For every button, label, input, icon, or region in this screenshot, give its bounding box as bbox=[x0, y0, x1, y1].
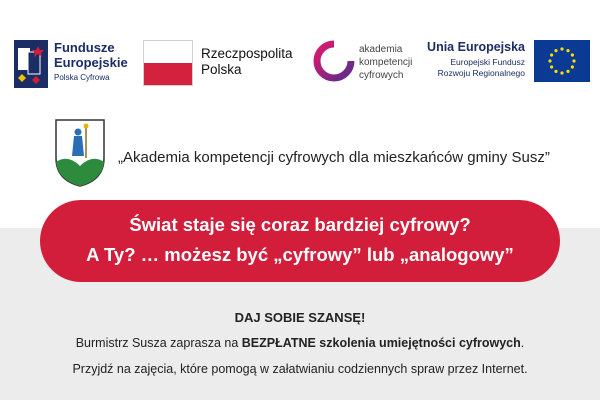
invitation-post: . bbox=[520, 336, 525, 350]
fundusze-line1: Fundusze bbox=[54, 40, 115, 55]
invitation-pre: Burmistrz Susza zaprasza na bbox=[75, 336, 242, 350]
akademia-line1: akademia bbox=[359, 44, 403, 55]
susz-coat-of-arms-icon bbox=[54, 118, 106, 188]
unia-line3: Rozwoju Regionalnego bbox=[437, 68, 525, 78]
fundusze-line2: Europejskie bbox=[54, 55, 128, 70]
purpose-line: Przyjdź na zajęcia, które pomogą w załatwianiu codziennych spraw przez Internet. bbox=[72, 362, 528, 376]
akademia-line3: cyfrowych bbox=[359, 70, 404, 81]
unia-line2: Europejski Fundusz bbox=[450, 57, 525, 67]
fundusze-europejskie-logo bbox=[14, 38, 134, 98]
akademia-line2: kompetencji bbox=[359, 57, 413, 68]
akademia-ring-icon bbox=[313, 40, 355, 82]
invitation-bold: BEZPŁATNE szkolenia umiejętności cyfrowych bbox=[241, 336, 521, 350]
polish-flag-icon bbox=[143, 40, 193, 86]
invitation-line bbox=[0, 336, 600, 350]
rzeczpospolita-line1: Rzeczpospolita bbox=[201, 46, 293, 61]
fundusze-line3: Polska Cyfrowa bbox=[54, 73, 110, 82]
body-heading: DAJ SOBIE SZANSĘ! bbox=[234, 310, 366, 325]
unia-europejska-logo bbox=[427, 38, 590, 98]
banner-line1: Świat staje się coraz bardziej cyfrowy? bbox=[129, 214, 471, 235]
academy-title: „Akademia kompetencji cyfrowych dla mieszkańców gminy Susz” bbox=[118, 149, 550, 166]
rzeczpospolita-line2: Polska bbox=[201, 62, 242, 77]
logo-bar bbox=[0, 0, 600, 110]
rzeczpospolita-logo bbox=[143, 40, 293, 88]
unia-line1: Unia Europejska bbox=[427, 40, 525, 54]
akademia-logo bbox=[313, 38, 423, 98]
banner-line2: A Ty? … możesz być „cyfrowy” lub „analogowy” bbox=[86, 244, 514, 265]
headline-banner bbox=[40, 200, 560, 282]
fundusze-europejskie-logo-icon bbox=[14, 40, 48, 88]
eu-flag-icon bbox=[534, 40, 590, 82]
